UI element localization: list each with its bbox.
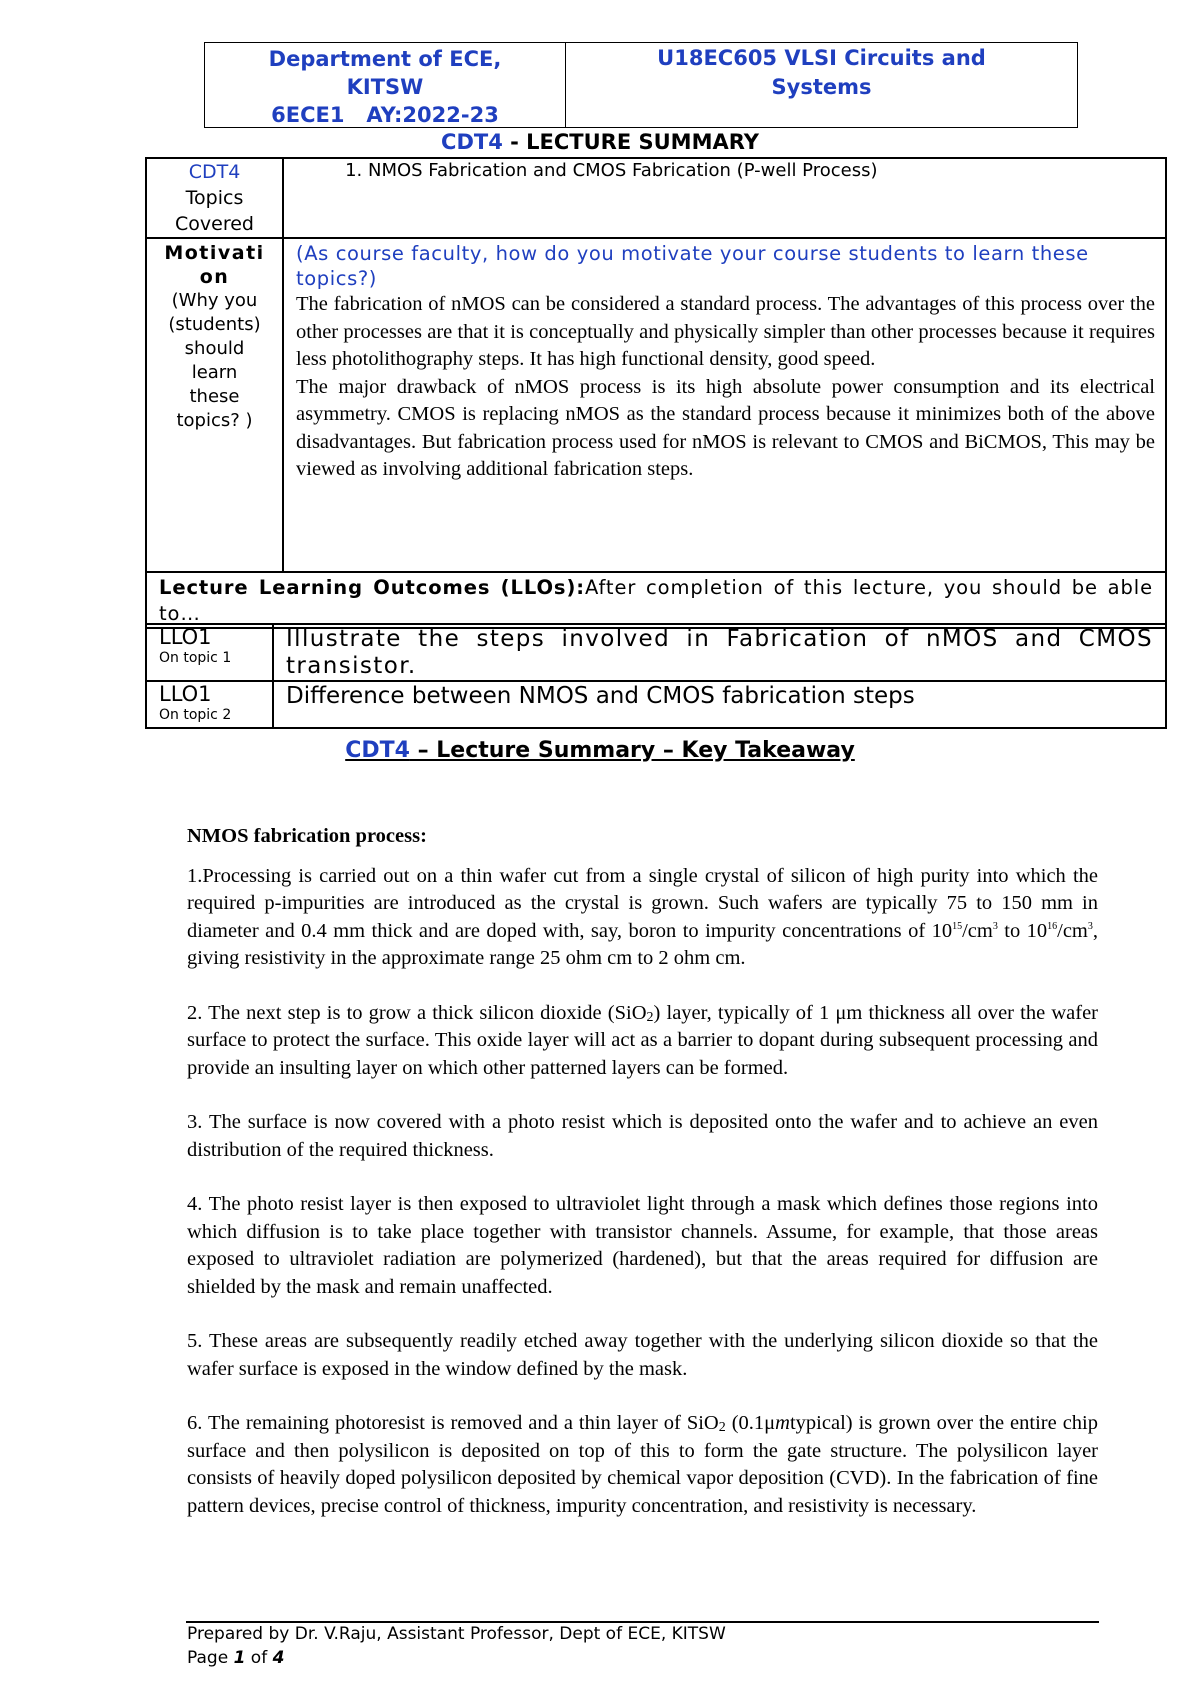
llo-code-cell — [146, 624, 273, 681]
department-info — [205, 43, 566, 127]
topic-item: 1. NMOS Fabrication and CMOS Fabrication (P-well Process) — [368, 159, 1165, 183]
motivation-row — [146, 238, 1166, 572]
llo-code: LLO1 — [159, 625, 212, 649]
step-paragraph-3: 3. The surface is now covered with a photo resist which is deposited onto the wafer and to achieve an even distribution of the required thickness. — [187, 1111, 1098, 1161]
llo-code-cell — [146, 681, 273, 728]
motivation-body — [296, 291, 1155, 484]
section-heading: NMOS fabrication process: — [187, 825, 427, 847]
lecture-summary-label: - LECTURE SUMMARY — [502, 130, 759, 154]
llo-table — [145, 623, 1167, 729]
llo-topic: On topic 1 — [159, 650, 232, 666]
motivation-title-line2: on — [199, 266, 230, 288]
motivation-sub-line: should — [184, 338, 245, 359]
llo-header-cell — [146, 572, 1166, 628]
page-number: Page 1 of 4 — [187, 1648, 285, 1668]
prepared-by: Prepared by Dr. V.Raju, Assistant Professor, Dept of ECE, KITSW — [187, 1624, 726, 1644]
class-year: 6ECE1 AY:2022-23 — [271, 103, 499, 127]
llo-row — [146, 681, 1166, 728]
motivation-sub-line: (students) — [168, 314, 261, 335]
step-paragraph-6: 6. The remaining photoresist is removed and a thin layer of SiO$_2$ (0.1μmtypical) is grown over the entire chip surface and then polysilicon is deposited on top of this to form the gate structure. The polysilicon layer consists of heavily doped polysilicon deposited by chemical vapor deposition (CVD). In the fabrication of fine pattern devices, precise control of thickness, impurity concentration, and resistivity is necessary. — [187, 1412, 1098, 1517]
llo-text: Illustrate the steps involved in Fabrication of nMOS and CMOS transistor. — [273, 624, 1166, 681]
motivation-sub-line: learn — [191, 362, 238, 383]
motivation-label-cell — [146, 238, 283, 572]
topics-label-cell — [146, 158, 283, 238]
motivation-sub-line: topics? ) — [176, 410, 253, 431]
topics-list — [304, 159, 1165, 183]
lecture-code: CDT4 — [441, 130, 503, 154]
institute-name: KITSW — [346, 75, 424, 99]
page-footer — [187, 1622, 726, 1670]
key-takeaway-code: CDT4 — [345, 738, 410, 763]
llo-header-label: Lecture Learning Outcomes (LLOs): — [159, 576, 585, 599]
motivation-sub-line: (Why you — [171, 290, 258, 311]
llo-code: LLO1 — [159, 682, 212, 706]
llo-topic: On topic 2 — [159, 707, 232, 723]
topics-label-line3: Covered — [175, 213, 254, 235]
course-info — [566, 43, 1077, 127]
motivation-sub-line: these — [189, 386, 240, 407]
body-content — [187, 823, 1098, 1520]
motivation-question: (As course faculty, how do you motivate your course students to learn these topics?) — [296, 242, 1089, 290]
department-name: Department of ECE, — [268, 47, 502, 71]
llo-header-text: After completion of this lecture, you should be able to… — [159, 576, 1153, 625]
step-paragraph-4: 4. The photo resist layer is then exposed to ultraviolet light through a mask which defines those regions into which diffusion is to take place together with transistor channels. Assume, for example, that those areas exposed to ultraviolet radiation are polymerized (hardened), but that the areas required for diffusion are shielded by the mask and remain unaffected. — [187, 1193, 1098, 1298]
key-takeaway-title — [0, 738, 1200, 763]
step-paragraph-2: 2. The next step is to grow a thick silicon dioxide (SiO$_2$) layer, typically of 1 μm thickness all over the wafer surface to protect the surface. This oxide layer will act as a barrier to dopant during subsequent processing and provide an insulting layer on which other patterned layers can be formed. — [187, 1001, 1098, 1079]
step-paragraph-1: 1.Processing is carried out on a thin wafer cut from a single crystal of silicon of high purity into which the required p-impurities are introduced as the crystal is grown. Such wafers are typically 75 to 150 mm in diameter and 0.4 mm thick and are doped with, say, boron to impurity concentrations of $10^{15}/cm^3$ to $10^{16}/cm^3$, giving resistivity in the approximate range 25 ohm cm to 2 ohm cm. — [187, 864, 1098, 969]
topics-content-cell — [283, 158, 1166, 238]
step-paragraph-5: 5. These areas are subsequently readily etched away together with the underlying silicon dioxide so that the wafer surface is exposed in the window defined by the mask. — [187, 1330, 1098, 1380]
motivation-paragraph: The major drawback of nMOS process is its high absolute power consumption and its electrical asymmetry. CMOS is replacing nMOS as the standard process because it minimizes both of the above disadvantages. But fabrication process used for nMOS is relevant to CMOS and BiCMOS, This may be viewed as involving additional fabrication steps. — [296, 375, 1155, 480]
topics-row — [146, 158, 1166, 238]
llo-text: Difference between NMOS and CMOS fabrication steps — [273, 681, 1166, 728]
motivation-content-cell — [283, 238, 1166, 572]
key-takeaway-label: – Lecture Summary – Key Takeaway — [409, 738, 855, 763]
course-title-line2: Systems — [771, 75, 872, 99]
document-header — [204, 42, 1078, 128]
llo-row — [146, 624, 1166, 681]
lecture-summary-table — [145, 157, 1167, 629]
motivation-title-line1: Motivati — [164, 242, 265, 264]
topics-code: CDT4 — [188, 161, 241, 183]
topics-label-line2: Topics — [185, 187, 244, 209]
course-title-line1: U18EC605 VLSI Circuits and — [657, 46, 986, 70]
llo-header-row — [146, 572, 1166, 628]
motivation-paragraph: The fabrication of nMOS can be considered a standard process. The advantages of this process over the other processes are that it is conceptually and physically simpler than other processes because it requires less photolithography steps. It has high functional density, good speed. — [296, 293, 1155, 370]
lecture-summary-title — [0, 130, 1200, 154]
